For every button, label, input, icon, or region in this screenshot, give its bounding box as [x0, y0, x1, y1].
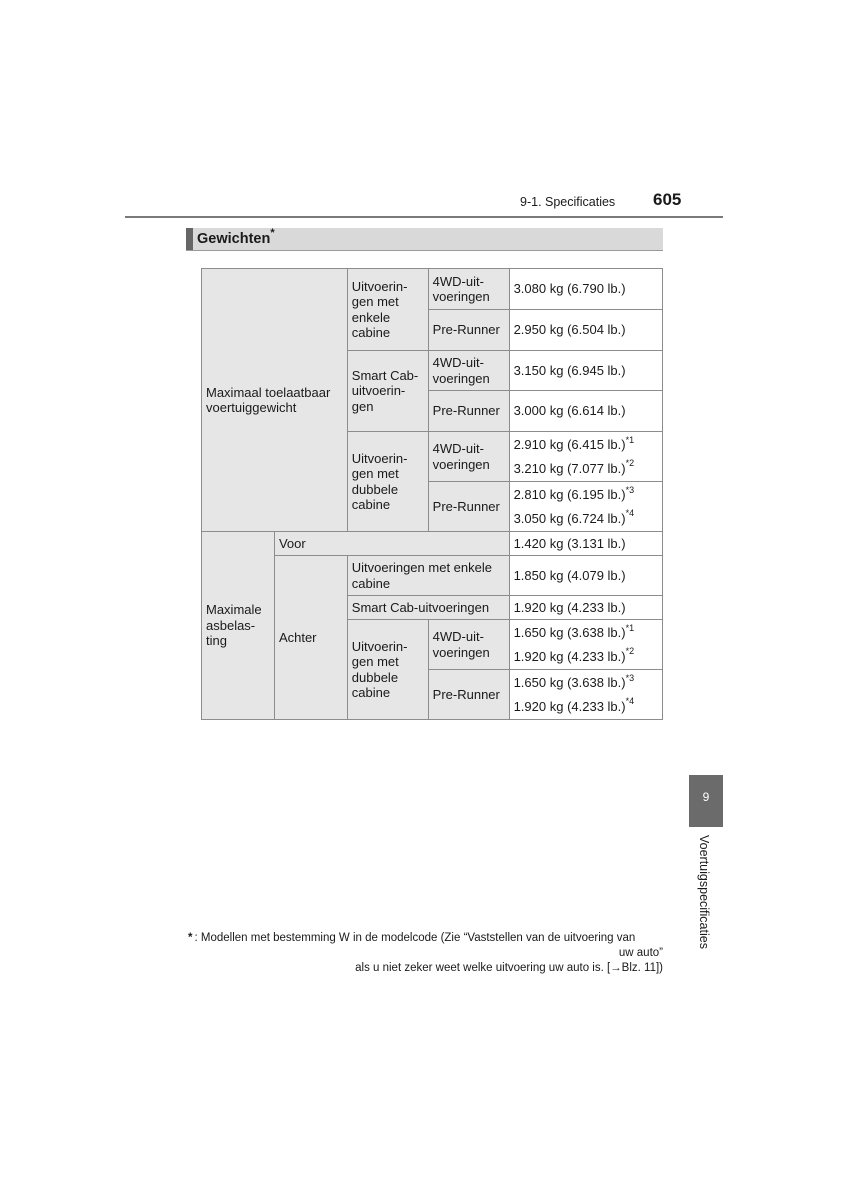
section-heading	[197, 227, 275, 247]
heading-text: Gewichten	[197, 231, 271, 247]
value-cell: 3.150 kg (6.945 lb.)	[509, 351, 662, 391]
smart-cab-label: Smart Cab-uitvoerin-gen	[347, 351, 428, 432]
double-cab-label: Uitvoerin-gen met dubbele cabine	[347, 620, 428, 720]
header-divider	[125, 216, 723, 218]
4wd-label: 4WD-uit-voeringen	[428, 351, 509, 391]
value-text: 1.920 kg (4.233 lb.)	[513, 698, 626, 714]
footnote-ref: *4	[625, 696, 635, 707]
chapter-tab	[689, 775, 723, 827]
footnote-line-3: als u niet zeker weet welke uitvoering uw auto is. [→Blz. 11])	[355, 962, 663, 974]
footnote-ref: *2	[625, 646, 635, 657]
footnote-ref: *1	[625, 434, 635, 445]
footnote-ref: *4	[625, 508, 635, 519]
value-text: 1.920 kg (4.233 lb.)	[513, 648, 626, 664]
value-cell: 1.920 kg (4.233 lb.)	[509, 596, 662, 620]
prerunner-label: Pre-Runner	[428, 670, 509, 720]
chapter-number: 9	[702, 790, 710, 804]
footnote-asterisk: *	[188, 932, 193, 944]
footnote-ref: *3	[625, 484, 635, 495]
value-text: 2.910 kg (6.415 lb.)	[513, 437, 626, 452]
value-text: 3.050 kg (6.724 lb.)	[513, 510, 626, 526]
single-cab-label: Uitvoerin-gen met enkele cabine	[347, 269, 428, 351]
value-cell: 2.950 kg (6.504 lb.)	[509, 310, 662, 351]
prerunner-label: Pre-Runner	[428, 310, 509, 351]
weights-table	[201, 268, 663, 720]
value-text: 2.810 kg (6.195 lb.)	[513, 487, 626, 502]
value-cell: 1.850 kg (4.079 lb.)	[509, 556, 662, 596]
heading-asterisk: *	[270, 227, 275, 239]
4wd-label: 4WD-uit-voeringen	[428, 620, 509, 670]
axle-load-label: Maximale asbelas-ting	[202, 532, 275, 720]
chapter-label: Voertuigspecificaties	[697, 835, 711, 949]
single-cab-long-label: Uitvoeringen met enkele cabine	[347, 556, 509, 596]
footnote-ref: *1	[625, 622, 635, 633]
section-title: 9-1. Specificaties	[520, 195, 616, 209]
section-heading-bar	[186, 228, 663, 251]
value-cell	[509, 620, 662, 670]
smart-cab-long-label: Smart Cab-uitvoeringen	[347, 596, 509, 620]
value-cell: 1.420 kg (3.131 lb.)	[509, 532, 662, 556]
double-cab-label: Uitvoerin-gen met dubbele cabine	[347, 432, 428, 532]
footnote-ref: *2	[625, 458, 635, 469]
value-text: 1.650 kg (3.638 lb.)	[513, 675, 626, 690]
value-cell: 3.000 kg (6.614 lb.)	[509, 391, 662, 432]
prerunner-label: Pre-Runner	[428, 482, 509, 532]
value-cell: 3.080 kg (6.790 lb.)	[509, 269, 662, 310]
value-text: 3.210 kg (7.077 lb.)	[513, 460, 626, 476]
footnote-line-1: : Modellen met bestemming W in de modelcode (Zie “Vaststellen van de uitvoering van	[194, 932, 636, 944]
footnote-line-2: uw auto”	[618, 947, 663, 959]
value-cell	[509, 670, 662, 720]
rear-label: Achter	[274, 556, 347, 720]
4wd-label: 4WD-uit-voeringen	[428, 269, 509, 310]
heading-marker	[186, 228, 193, 250]
prerunner-label: Pre-Runner	[428, 391, 509, 432]
4wd-label: 4WD-uit-voeringen	[428, 432, 509, 482]
value-cell	[509, 432, 662, 482]
footnote	[188, 931, 663, 976]
gvw-label: Maximaal toelaatbaar voertuiggewicht	[202, 269, 348, 532]
page-number: 605	[653, 190, 682, 209]
value-cell	[509, 482, 662, 532]
value-text: 1.650 kg (3.638 lb.)	[513, 625, 626, 640]
front-label: Voor	[274, 532, 509, 556]
footnote-ref: *3	[625, 672, 635, 683]
